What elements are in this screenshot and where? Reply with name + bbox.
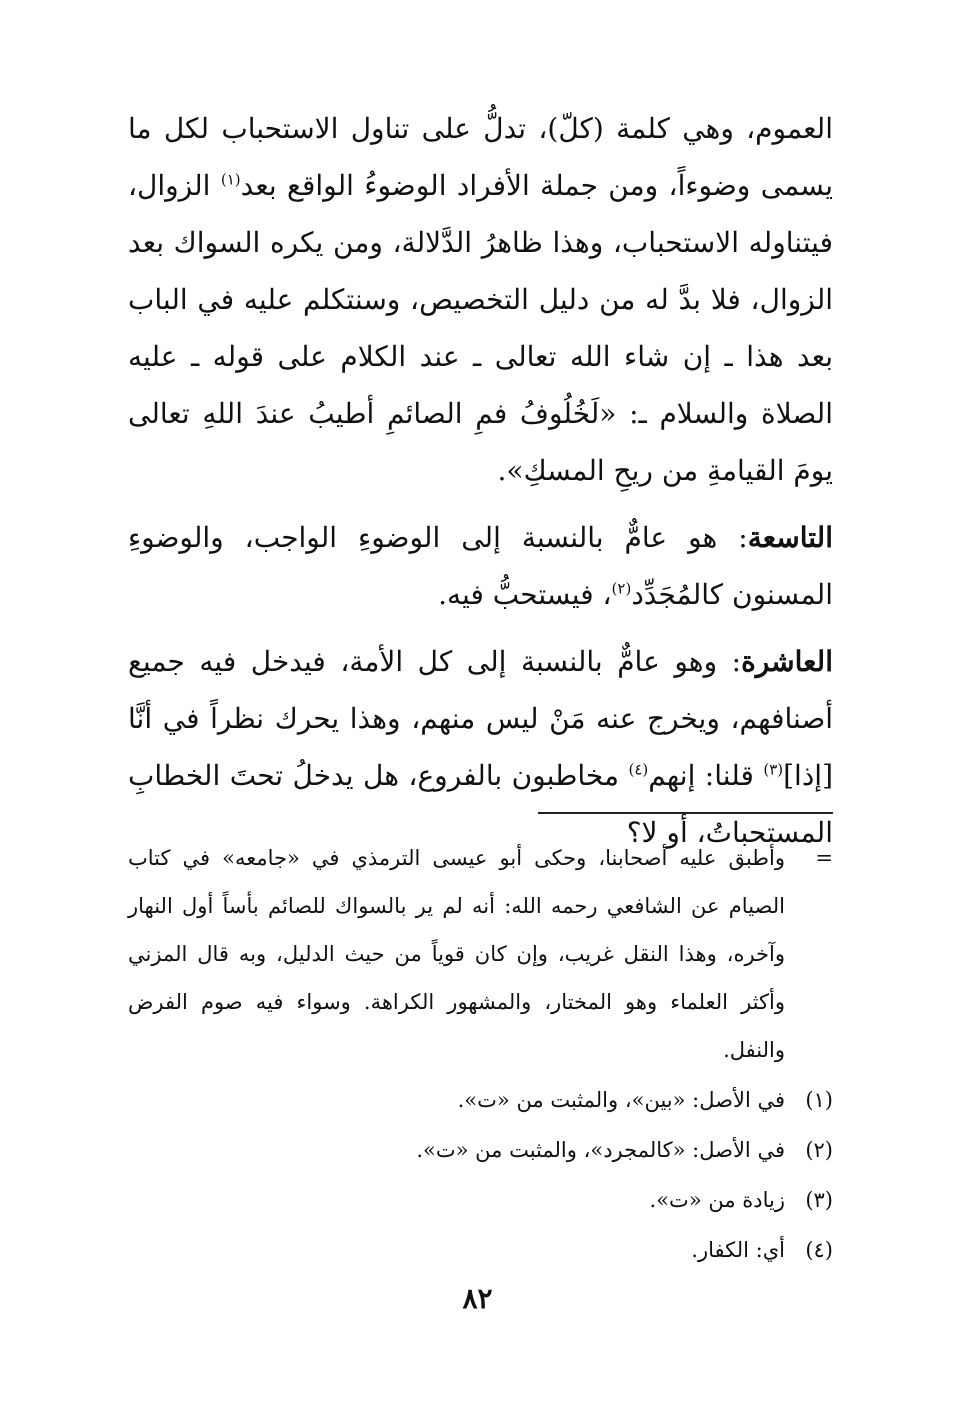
main-text-block [128,100,833,861]
paragraph-2 [128,509,833,623]
paragraph-2-heading: التاسعة [747,521,833,554]
footnote-text: في الأصل: «كالمجرد»، والمثبت من «ت». [416,1138,785,1162]
footnote-ref-1: (١) [220,170,241,189]
footnote-ref-4: (٤) [628,760,649,779]
footnote-number: (٣) [805,1188,833,1212]
paragraph-2-text: : هو عامٌّ بالنسبة إلى الوضوءِ الواجب، والوضوءِ المسنون كالمُجَدِّد [128,521,833,611]
paragraph-2-text-after: ، فيستحبُّ فيه. [438,578,612,611]
footnote-number: (٤) [805,1238,833,1262]
footnote-continuation [128,834,833,1074]
footnote-3 [128,1176,833,1224]
footnote-number: (١) [805,1088,833,1112]
paragraph-3 [128,633,833,861]
footnote-text: زيادة من «ت». [649,1188,785,1212]
footnote-separator [538,812,833,814]
continuation-mark: = [815,846,833,870]
footnote-continuation-text: وأطبق عليه أصحابنا، وحكى أبو عيسى الترمذي في «جامعه» في كتاب الصيام عن الشافعي رحمه الله: أنه لم ير بالسواك للصائم بأساً أول النهار وآخره، وهذا النقل غريب، وإن كان قوياً من حيث الدليل، وبه قال المزني وأكثر العلماء وهو المختار، والمشهور الكراهة. وسواء فيه صوم الفرض والنفل. [128,846,785,1062]
footnote-text: في الأصل: «بين»، والمثبت من «ت». [457,1088,785,1112]
footnote-ref-2: (٢) [611,579,632,598]
paragraph-1-text: العموم، وهي كلمة (كلّ)، تدلُّ على تناول الاستحباب لكل ما يسمى وضوءاً، ومن جملة الأفراد الوضوءُ الواقع بعد [128,112,834,202]
paragraph-1-text-after: الزوال، فيتناوله الاستحباب، وهذا ظاهرُ الدَّلالة، ومن يكره السواك بعد الزوال، فلا بدَّ له من دليل التخصيص، وسنتكلم عليه في الباب بعد هذا ـ إن شاء الله تعالى ـ عند الكلام على قوله ـ عليه الصلاة والسلام ـ: «لَخُلُوفُ فمِ الصائمِ أطيبُ عندَ اللهِ تعالى يومَ القيامةِ من ريحِ المسكِ». [128,169,833,487]
footnotes-block [128,834,833,1274]
footnote-1 [128,1076,833,1124]
page-number: ٨٢ [462,1282,493,1315]
paragraph-3-heading: العاشرة [741,645,833,678]
footnote-4 [128,1226,833,1274]
footnote-2 [128,1126,833,1174]
footnote-text: أي: الكفار. [691,1238,785,1262]
footnote-number: (٢) [805,1138,833,1162]
paragraph-1 [128,100,833,499]
footnote-ref-3: (٣) [763,760,784,779]
paragraph-3-text-mid: قلنا: إنهم [648,759,764,792]
paragraph-3-text-after: مخاطبون بالفروع، هل يدخلُ تحتَ الخطابِ المستحباتُ، أو لا؟ [128,759,833,849]
paragraph-3-text: : وهو عامٌّ بالنسبة إلى كل الأمة، فيدخل فيه جميع أصنافهم، ويخرج عنه مَنْ ليس منهم، وهذا يحرك نظراً في أنَّا [إذا] [128,645,833,792]
